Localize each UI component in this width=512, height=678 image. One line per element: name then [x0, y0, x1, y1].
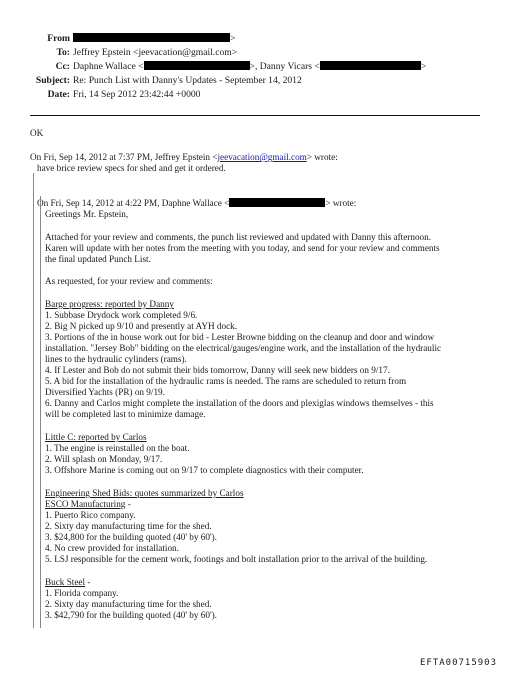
list-item: 1. Florida company. [45, 588, 119, 598]
quote-bar [33, 173, 34, 628]
list-item: lines to the hydraulic cylinders (rams). [45, 354, 187, 364]
reply-text: OK [30, 128, 44, 138]
list-item: 2. Sixty day manufacturing time for the shed. [45, 599, 212, 609]
from-value: > [73, 33, 235, 45]
list-item: 1. Puerto Rico company. [45, 510, 136, 520]
intro-line: Attached for your review and comments, the punch list reviewed and updated with Danny this afternoon. [45, 232, 432, 242]
to-label: To: [56, 47, 70, 58]
list-item: 3. $42,790 for the building quoted (40' by 60'). [45, 610, 217, 620]
header-divider [30, 115, 480, 116]
greeting: Greetings Mr. Epstein, [45, 209, 129, 219]
list-item: Diversified Yachts (PR) on 9/19. [45, 387, 165, 397]
list-item: 3. Offshore Marine is coming out on 9/17 to complete diagnostics with their computer. [45, 465, 364, 475]
as-requested: As requested, for your review and comments: [45, 276, 213, 286]
quote2-attribution: On Fri, Sep 14, 2012 at 4:22 PM, Daphne Wallace < > wrote: [37, 198, 357, 208]
list-item: 1. Subbase Drydock work completed 9/6. [45, 310, 198, 320]
list-item: 1. The engine is reinstalled on the boat. [45, 443, 190, 453]
list-item: 2. Sixty day manufacturing time for the shed. [45, 521, 212, 531]
subject-label: Subject: [35, 75, 70, 86]
list-item: 5. A bid for the installation of the hydraulic rams is needed. The rams are scheduled to return from [45, 376, 407, 386]
redaction-box [73, 33, 230, 42]
subsection-buck: Buck Steel - [45, 577, 91, 587]
list-item: 4. If Lester and Bob do not submit their bids tomorrow, Danny will seek new bidders on 9/17. [45, 365, 390, 375]
list-item: 5. LSJ responsible for the cement work, footings and bolt installation prior to the arrival of the building. [45, 554, 428, 564]
list-item: 2. Big N picked up 9/10 and presently at AYH dock. [45, 321, 238, 331]
list-item: installation. "Jersey Bob" bidding on the electrical/gauges/engine work, and the installation of the hydraulic [45, 343, 442, 353]
from-label: From [47, 33, 70, 44]
list-item: 3. Portions of the in house work out for bid - Lester Browne bidding on the cleanup and door and window [45, 332, 435, 342]
section-heading-barge: Barge progress: reported by Danny [45, 299, 174, 309]
intro-line: Karen will update with her notes from the meeting with you today, and send for your review and comments [45, 243, 440, 253]
quote1-text: have brice review specs for shed and get it ordered. [37, 163, 226, 173]
intro-line: the final updated Punch List. [45, 254, 151, 264]
list-item: will be completed last to minimize damage. [45, 409, 206, 419]
quote-bar-nested [40, 196, 41, 628]
cc-label: Cc: [55, 61, 70, 72]
list-item: 3. $24,800 for the building quoted (40' by 60'). [45, 532, 217, 542]
date-label: Date: [47, 89, 70, 100]
subject-value: Re: Punch List with Danny's Updates - September 14, 2012 [73, 75, 302, 86]
section-heading-shed: Engineering Shed Bids: quotes summarized by Carlos [45, 488, 244, 498]
list-item: 6. Danny and Carlos might complete the installation of the doors and plexiglas windows themselves - this [45, 398, 434, 408]
redaction-box [229, 198, 325, 207]
quote1-attribution: On Fri, Sep 14, 2012 at 7:37 PM, Jeffrey Epstein <jeevacation@gmail.com> wrote: [30, 152, 338, 162]
redaction-box [320, 61, 421, 70]
cc-value: Daphne Wallace < >, Danny Vicars < > [73, 61, 427, 72]
date-value: Fri, 14 Sep 2012 23:42:44 +0000 [73, 89, 201, 100]
redaction-box [144, 61, 250, 70]
document-id: EFTA00715903 [420, 658, 498, 668]
subsection-esco: ESCO Manufacturing - [45, 499, 131, 509]
list-item: 4. No crew provided for installation. [45, 543, 179, 553]
to-value: Jeffrey Epstein <jeevacation@gmail.com> [73, 47, 238, 58]
section-heading-littlec: Little C: reported by Carlos [45, 432, 147, 442]
email-link[interactable]: jeevacation@gmail.com [217, 152, 307, 162]
list-item: 2. Will splash on Monday, 9/17. [45, 454, 163, 464]
